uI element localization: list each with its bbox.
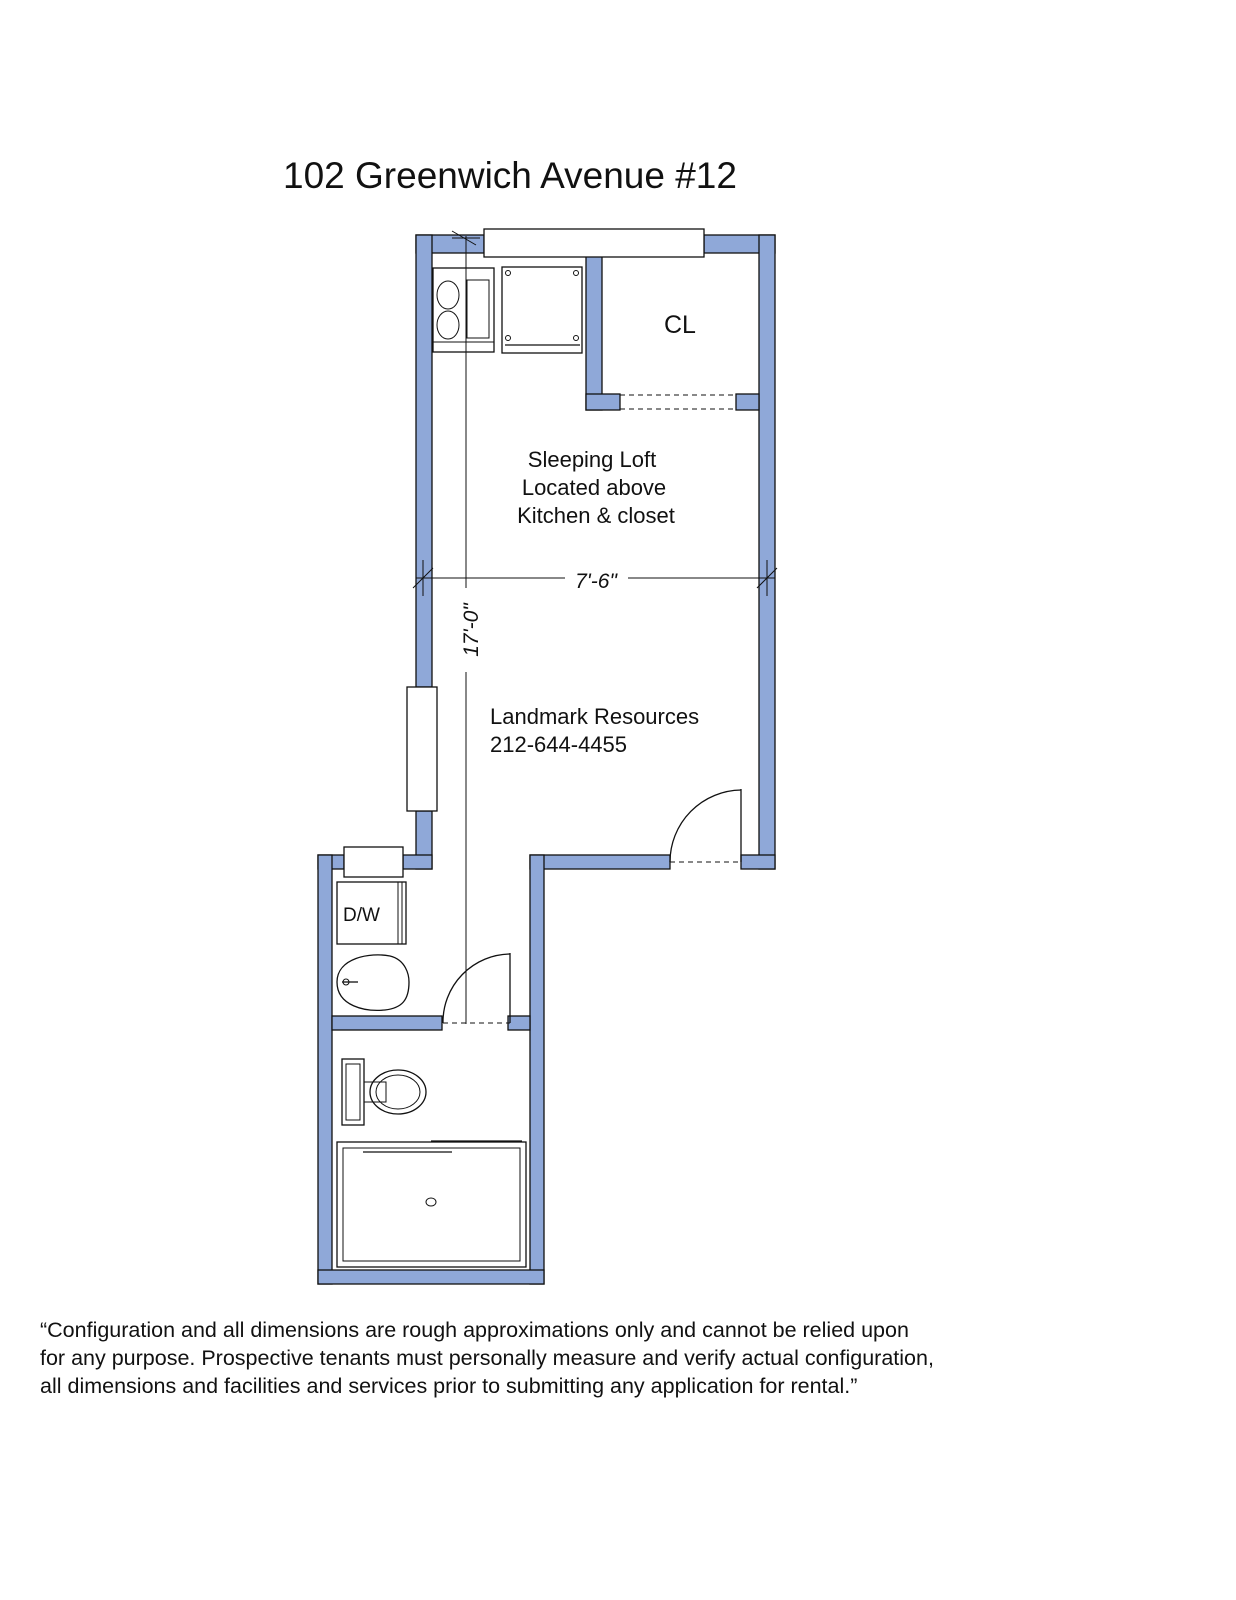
- refrigerator: [502, 267, 582, 353]
- stove: [433, 268, 494, 352]
- disclaimer-line-3: all dimensions and facilities and services prior to submitting any application for rental.”: [40, 1374, 858, 1398]
- agent-phone: 212-644-4455: [490, 732, 628, 757]
- loft-note-line-3: Kitchen & closet: [517, 503, 675, 528]
- loft-note-line-1: Sleeping Loft: [527, 447, 657, 472]
- length-label: 17'-0": [460, 603, 483, 657]
- loft-note-line-2: Located above: [521, 475, 667, 500]
- disclaimer-line-1: “Configuration and all dimensions are rough approximations only and cannot be relied upon: [40, 1318, 909, 1342]
- loft-note: [517, 447, 675, 528]
- agent-name: Landmark Resources: [490, 704, 700, 729]
- shower: [337, 1141, 526, 1267]
- entry-door: [670, 789, 741, 862]
- width-dimension: [413, 560, 777, 596]
- disclaimer-line-2: for any purpose. Prospective tenants must personally measure and verify actual configuration,: [40, 1346, 934, 1370]
- closet-label: CL: [664, 311, 696, 339]
- walls: [318, 235, 775, 1284]
- dishwasher-label: D/W: [343, 905, 380, 926]
- plan-title: 102 Greenwich Avenue #12: [283, 155, 737, 196]
- toilet: [342, 1059, 426, 1125]
- sink: [337, 955, 409, 1011]
- disclaimer: [40, 1316, 1160, 1400]
- width-label: 7'-6": [575, 570, 617, 593]
- dishwasher: [337, 882, 406, 944]
- bathroom-door: [443, 953, 510, 1023]
